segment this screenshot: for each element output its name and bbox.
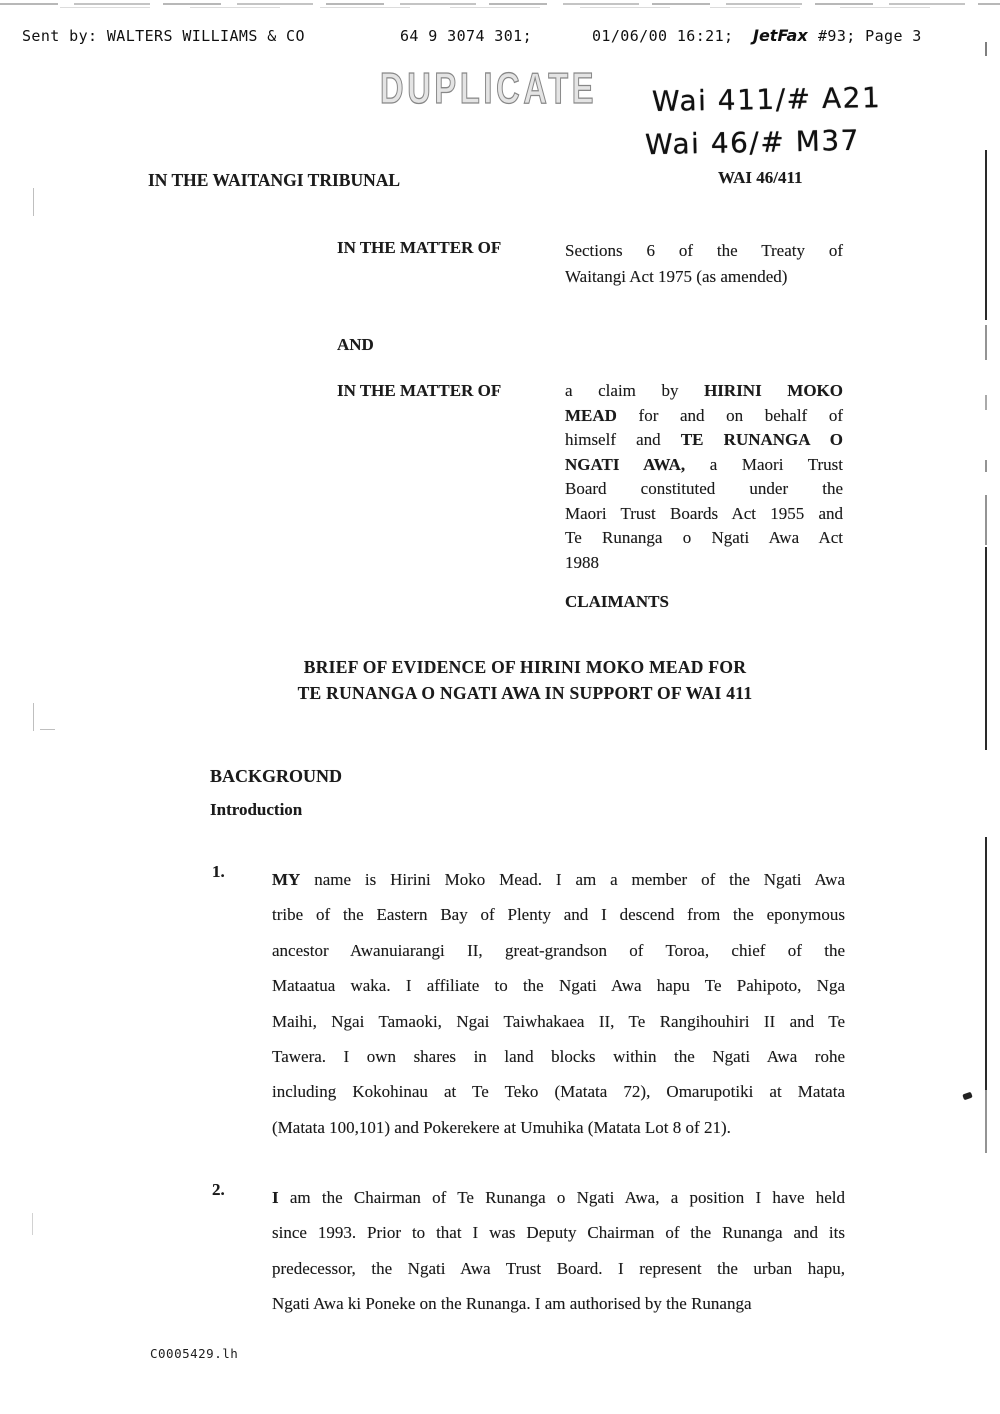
text-line: Mataatua waka. I affiliate to the Ngati Awa hapu Te Pahipoto, Nga xyxy=(272,976,845,996)
scan-artifact-left-mark xyxy=(33,703,34,731)
text-line: a claim by HIRINI MOKO xyxy=(565,381,844,400)
text-line: Ngati Awa ki Poneke on the Runanga. I am authorised by the Runanga xyxy=(272,1294,752,1314)
matter-2-description xyxy=(565,379,843,575)
document-title-line-2: TE RUNANGA O NGATI AWA IN SUPPORT OF WAI 411 xyxy=(297,683,753,703)
claimants-label: CLAIMANTS xyxy=(565,592,669,611)
background-heading: BACKGROUND xyxy=(210,766,343,786)
matter-1-label: IN THE MATTER OF xyxy=(337,238,502,257)
duplicate-stamp: DUPLICATE xyxy=(380,64,598,113)
matter-2-label: IN THE MATTER OF xyxy=(337,381,502,400)
matter-1-description xyxy=(565,238,843,290)
text-line: Tawera. I own shares in land blocks within the Ngati Awa rohe xyxy=(272,1047,845,1067)
text-line: Te Runanga o Ngati Awa Act xyxy=(565,528,843,547)
document-title xyxy=(200,654,850,706)
scan-artifact-left-mark xyxy=(32,1213,33,1235)
fax-sent-by: Sent by: WALTERS WILLIAMS & CO xyxy=(22,27,305,45)
text-line: Waitangi Act 1975 (as amended) xyxy=(565,267,788,286)
text-line: tribe of the Eastern Bay of Plenty and I descend from the eponymous xyxy=(272,905,845,925)
document-title-line-1: BRIEF OF EVIDENCE OF HIRINI MOKO MEAD FOR xyxy=(303,657,747,677)
scan-artifact-right-edge xyxy=(985,42,987,56)
handwritten-claim-number-1: Wai 411/# A21 xyxy=(651,81,882,118)
scan-artifact-top-edge-2 xyxy=(60,7,960,8)
text-line: Board constituted under the xyxy=(565,479,843,498)
text-line: (Matata 100,101) and Pokerekere at Umuhika (Matata Lot 8 of 21). xyxy=(272,1117,731,1137)
text-line: Maihi, Ngai Tamaoki, Ngai Taiwhakaea II, Te Rangihouhiri II and Te xyxy=(272,1011,845,1031)
paragraph-number: 2. xyxy=(212,1180,225,1199)
scan-artifact-left-mark xyxy=(33,188,34,216)
text-line: I am the Chairman of Te Runanga o Ngati Awa, a position I have held xyxy=(272,1188,845,1207)
scan-artifact-right-edge xyxy=(985,547,987,750)
text-line: 1988 xyxy=(565,552,599,572)
introduction-heading: Introduction xyxy=(210,800,303,819)
text-line: ancestor Awanuiarangi II, great-grandson of Toroa, chief of the xyxy=(272,940,845,960)
scan-artifact-right-edge xyxy=(985,837,987,1090)
tribunal-heading: IN THE WAITANGI TRIBUNAL xyxy=(148,170,401,190)
text-line: since 1993. Prior to that I was Deputy Chairman of the Runanga and its xyxy=(272,1223,845,1243)
paragraph-number: 1. xyxy=(212,862,225,881)
fax-datetime: 01/06/00 16:21; xyxy=(592,27,734,45)
paragraph-text xyxy=(272,1180,845,1322)
paragraph-text xyxy=(272,862,845,1145)
fax-page-info: #93; Page 3 xyxy=(818,27,922,45)
text-line: himself and TE RUNANGA O xyxy=(565,430,843,449)
paragraph-2 xyxy=(212,1180,845,1322)
scan-artifact-right-edge xyxy=(985,395,987,410)
paragraph-1 xyxy=(212,862,845,1145)
jetfax-logo: JetFax xyxy=(753,26,808,45)
text-line: NGATI AWA, a Maori Trust xyxy=(565,454,843,474)
scan-artifact-right-edge xyxy=(985,1090,987,1153)
text-line: predecessor, the Ngati Awa Trust Board. I represent the urban hapu, xyxy=(272,1258,845,1278)
scan-artifact-right-edge xyxy=(985,150,987,320)
fax-number: 64 9 3074 301; xyxy=(400,27,533,45)
document-reference: C0005429.lh xyxy=(150,1346,239,1361)
text-line: MY name is Hirini Moko Mead. I am a member of the Ngati Awa xyxy=(272,870,845,889)
text-line: Sections 6 of the Treaty of xyxy=(565,241,843,260)
text-line: Maori Trust Boards Act 1955 and xyxy=(565,503,843,523)
scan-artifact-right-edge xyxy=(985,460,987,472)
scan-artifact-right-edge xyxy=(985,325,987,360)
handwritten-claim-number-2: Wai 46/# M37 xyxy=(644,123,861,162)
text-line: including Kokohinau at Te Teko (Matata 72), Omarupotiki at Matata xyxy=(272,1082,845,1102)
text-line: MEAD for and on behalf of xyxy=(565,405,843,425)
scan-artifact-speck xyxy=(962,1092,973,1101)
case-number: WAI 46/411 xyxy=(718,168,803,187)
scan-artifact-right-edge xyxy=(985,495,987,545)
and-connector: AND xyxy=(337,335,374,354)
scan-artifact-left-mark xyxy=(40,729,55,730)
scan-artifact-top-edge xyxy=(0,3,1000,5)
